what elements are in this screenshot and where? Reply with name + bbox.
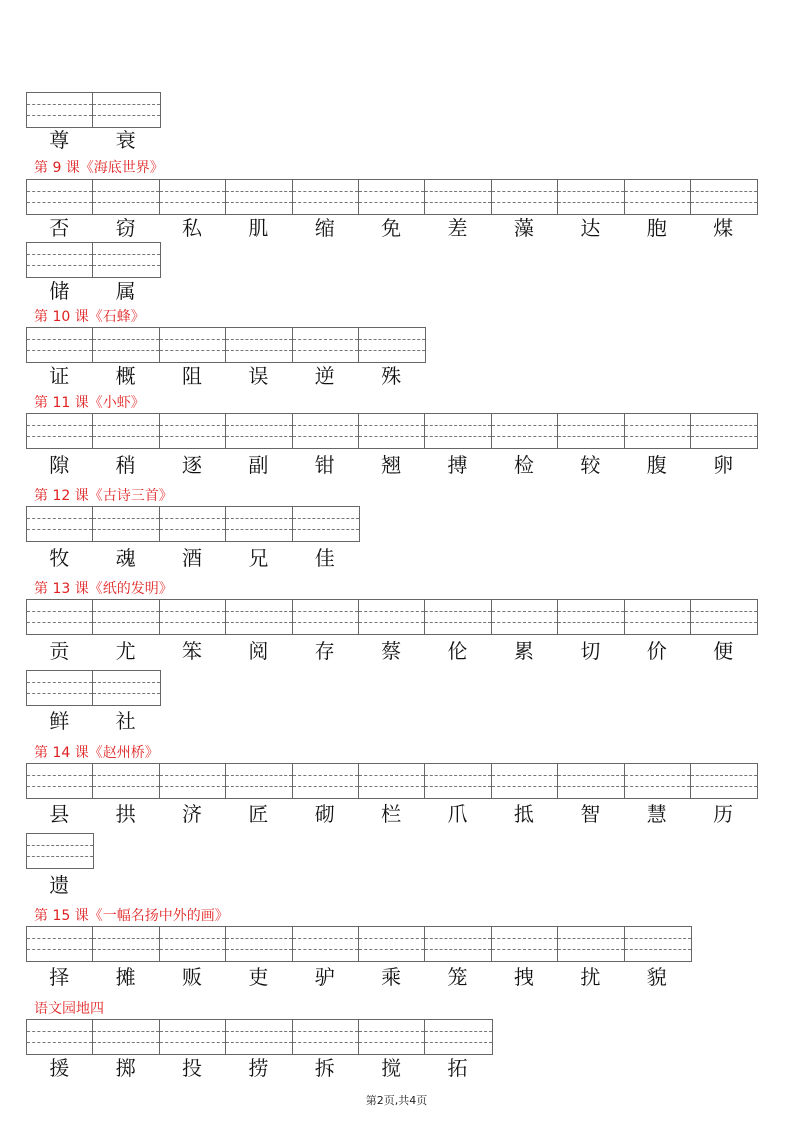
vocab-character: 魂 (115, 546, 136, 570)
writing-cell[interactable] (93, 507, 159, 541)
writing-cell[interactable] (27, 1020, 93, 1054)
vocab-character: 稍 (115, 453, 136, 477)
vocab-character: 投 (181, 1056, 202, 1080)
writing-cell[interactable] (226, 180, 292, 214)
writing-cell[interactable] (359, 180, 425, 214)
writing-grid (26, 763, 758, 799)
vocab-character: 拆 (314, 1056, 335, 1080)
vocab-character: 笨 (181, 639, 202, 663)
writing-cell[interactable] (27, 834, 93, 868)
page-footer: 第2页,共4页 (365, 1094, 428, 1107)
vocab-character: 贡 (49, 639, 70, 663)
writing-grid (26, 327, 426, 363)
vocab-character: 笼 (447, 965, 468, 989)
vocab-character: 匠 (248, 802, 269, 826)
writing-cell[interactable] (691, 764, 757, 798)
writing-grid (26, 179, 758, 215)
writing-cell[interactable] (558, 600, 624, 634)
writing-cell[interactable] (293, 1020, 359, 1054)
character-row (26, 965, 690, 989)
lesson-title: 第 14 课《赵州桥》 (34, 745, 159, 761)
writing-cell[interactable] (558, 414, 624, 448)
vocab-character: 检 (513, 453, 534, 477)
vocab-character: 摊 (115, 965, 136, 989)
writing-cell[interactable] (625, 180, 691, 214)
writing-grid (26, 413, 758, 449)
character-row (26, 453, 756, 477)
writing-cell[interactable] (492, 927, 558, 961)
vocab-character: 乘 (381, 965, 402, 989)
writing-cell[interactable] (27, 764, 93, 798)
vocab-character: 窃 (115, 216, 136, 240)
writing-cell[interactable] (93, 243, 159, 277)
vocab-character: 扰 (580, 965, 601, 989)
vocab-character: 达 (580, 216, 601, 240)
writing-cell[interactable] (359, 927, 425, 961)
writing-grid (26, 506, 360, 542)
writing-cell[interactable] (93, 671, 159, 705)
vocab-character: 掷 (115, 1056, 136, 1080)
vocab-character: 存 (314, 639, 335, 663)
writing-cell[interactable] (27, 93, 93, 127)
writing-cell[interactable] (160, 927, 226, 961)
vocab-character: 腹 (646, 453, 667, 477)
vocab-character: 拽 (513, 965, 534, 989)
writing-cell[interactable] (625, 927, 691, 961)
writing-cell[interactable] (625, 600, 691, 634)
writing-cell[interactable] (492, 414, 558, 448)
writing-cell[interactable] (160, 180, 226, 214)
writing-cell[interactable] (293, 328, 359, 362)
writing-cell[interactable] (293, 764, 359, 798)
vocab-character: 差 (447, 216, 468, 240)
vocab-character: 切 (580, 639, 601, 663)
character-row (26, 216, 756, 240)
vocab-character: 价 (646, 639, 667, 663)
writing-cell[interactable] (691, 180, 757, 214)
writing-cell[interactable] (359, 764, 425, 798)
writing-cell[interactable] (226, 927, 292, 961)
vocab-character: 智 (580, 802, 601, 826)
vocab-character: 藻 (513, 216, 534, 240)
character-row (26, 802, 756, 826)
writing-cell[interactable] (93, 93, 159, 127)
writing-cell[interactable] (160, 507, 226, 541)
lesson-title: 第 13 课《纸的发明》 (34, 581, 173, 597)
writing-cell[interactable] (558, 764, 624, 798)
writing-cell[interactable] (27, 414, 93, 448)
writing-cell[interactable] (93, 600, 159, 634)
vocab-character: 私 (181, 216, 202, 240)
vocab-character: 县 (49, 802, 70, 826)
writing-cell[interactable] (27, 507, 93, 541)
vocab-character: 煤 (713, 216, 734, 240)
writing-cell[interactable] (93, 180, 159, 214)
vocab-character: 牧 (49, 546, 70, 570)
writing-cell[interactable] (425, 600, 491, 634)
vocab-character: 缩 (314, 216, 335, 240)
vocab-character: 证 (49, 364, 70, 388)
vocab-character: 驴 (314, 965, 335, 989)
writing-cell[interactable] (27, 328, 93, 362)
vocab-character: 阅 (248, 639, 269, 663)
writing-cell[interactable] (625, 764, 691, 798)
vocab-character: 搅 (381, 1056, 402, 1080)
writing-cell[interactable] (293, 600, 359, 634)
character-row (26, 364, 424, 388)
writing-cell[interactable] (160, 764, 226, 798)
writing-cell[interactable] (492, 180, 558, 214)
vocab-character: 便 (713, 639, 734, 663)
vocab-character: 爪 (447, 802, 468, 826)
writing-grid (26, 670, 161, 706)
writing-cell[interactable] (93, 927, 159, 961)
writing-grid (26, 599, 758, 635)
writing-cell[interactable] (425, 764, 491, 798)
vocab-character: 免 (381, 216, 402, 240)
vocab-character: 遗 (49, 873, 70, 897)
character-row (26, 128, 159, 152)
writing-cell[interactable] (425, 414, 491, 448)
vocab-character: 捞 (248, 1056, 269, 1080)
writing-cell[interactable] (359, 600, 425, 634)
vocab-character: 钳 (314, 453, 335, 477)
writing-cell[interactable] (27, 600, 93, 634)
vocab-character: 慧 (646, 802, 667, 826)
lesson-title: 第 12 课《古诗三首》 (34, 488, 173, 504)
vocab-character: 尊 (49, 128, 70, 152)
vocab-character: 否 (49, 216, 70, 240)
vocab-character: 卵 (713, 453, 734, 477)
vocab-character: 逆 (314, 364, 335, 388)
lesson-title: 第 9 课《海底世界》 (34, 160, 164, 176)
character-row (26, 639, 756, 663)
lesson-title: 第 15 课《一幅名扬中外的画》 (34, 908, 229, 924)
vocab-character: 肌 (248, 216, 269, 240)
writing-grid (26, 92, 161, 128)
vocab-character: 社 (115, 709, 136, 733)
character-row (26, 546, 358, 570)
writing-cell[interactable] (293, 927, 359, 961)
writing-cell[interactable] (93, 764, 159, 798)
vocab-character: 抵 (513, 802, 534, 826)
vocab-character: 貌 (646, 965, 667, 989)
writing-cell[interactable] (359, 1020, 425, 1054)
writing-grid (26, 1019, 493, 1055)
writing-cell[interactable] (625, 414, 691, 448)
vocab-character: 殊 (381, 364, 402, 388)
writing-cell[interactable] (27, 671, 93, 705)
vocab-character: 储 (49, 279, 70, 303)
writing-cell[interactable] (293, 414, 359, 448)
vocab-character: 兄 (248, 546, 269, 570)
vocab-character: 济 (181, 802, 202, 826)
writing-grid (26, 926, 692, 962)
vocab-character: 拓 (447, 1056, 468, 1080)
vocab-character: 搏 (447, 453, 468, 477)
writing-cell[interactable] (293, 507, 359, 541)
vocab-character: 援 (49, 1056, 70, 1080)
writing-cell[interactable] (27, 243, 93, 277)
vocab-character: 阻 (181, 364, 202, 388)
vocab-character: 概 (115, 364, 136, 388)
character-row (26, 873, 92, 897)
vocab-character: 砌 (314, 802, 335, 826)
writing-cell[interactable] (226, 1020, 292, 1054)
writing-cell[interactable] (558, 180, 624, 214)
character-row (26, 279, 159, 303)
writing-cell[interactable] (293, 180, 359, 214)
vocab-character: 较 (580, 453, 601, 477)
vocab-character: 拱 (115, 802, 136, 826)
writing-cell[interactable] (425, 1020, 491, 1054)
writing-cell[interactable] (359, 414, 425, 448)
vocab-character: 佳 (314, 546, 335, 570)
writing-cell[interactable] (691, 600, 757, 634)
writing-cell[interactable] (160, 328, 226, 362)
writing-cell[interactable] (492, 600, 558, 634)
vocab-character: 栏 (381, 802, 402, 826)
vocab-character: 蔡 (381, 639, 402, 663)
vocab-character: 胞 (646, 216, 667, 240)
vocab-character: 累 (513, 639, 534, 663)
writing-cell[interactable] (226, 414, 292, 448)
writing-grid (26, 833, 94, 869)
writing-cell[interactable] (226, 600, 292, 634)
writing-cell[interactable] (93, 328, 159, 362)
writing-cell[interactable] (27, 180, 93, 214)
vocab-character: 误 (248, 364, 269, 388)
writing-cell[interactable] (691, 414, 757, 448)
writing-cell[interactable] (93, 414, 159, 448)
writing-cell[interactable] (359, 328, 425, 362)
vocab-character: 属 (115, 279, 136, 303)
writing-cell[interactable] (425, 927, 491, 961)
vocab-character: 副 (248, 453, 269, 477)
writing-cell[interactable] (226, 764, 292, 798)
vocab-character: 隙 (49, 453, 70, 477)
vocab-character: 贩 (181, 965, 202, 989)
writing-cell[interactable] (492, 764, 558, 798)
vocab-character: 翘 (381, 453, 402, 477)
writing-cell[interactable] (425, 180, 491, 214)
vocab-character: 择 (49, 965, 70, 989)
writing-cell[interactable] (160, 1020, 226, 1054)
character-row (26, 709, 159, 733)
vocab-character: 衰 (115, 128, 136, 152)
writing-cell[interactable] (226, 507, 292, 541)
writing-cell[interactable] (226, 328, 292, 362)
vocab-character: 酒 (181, 546, 202, 570)
writing-cell[interactable] (160, 600, 226, 634)
writing-cell[interactable] (27, 927, 93, 961)
writing-cell[interactable] (558, 927, 624, 961)
character-row (26, 1056, 491, 1080)
vocab-character: 逐 (181, 453, 202, 477)
vocab-character: 伦 (447, 639, 468, 663)
writing-cell[interactable] (160, 414, 226, 448)
lesson-title: 第 10 课《石蜂》 (34, 309, 145, 325)
vocab-character: 历 (713, 802, 734, 826)
writing-grid (26, 242, 161, 278)
lesson-title: 第 11 课《小虾》 (34, 395, 145, 411)
lesson-title: 语文园地四 (34, 1001, 104, 1017)
vocab-character: 尤 (115, 639, 136, 663)
vocab-character: 鲜 (49, 709, 70, 733)
writing-cell[interactable] (93, 1020, 159, 1054)
vocab-character: 吏 (248, 965, 269, 989)
